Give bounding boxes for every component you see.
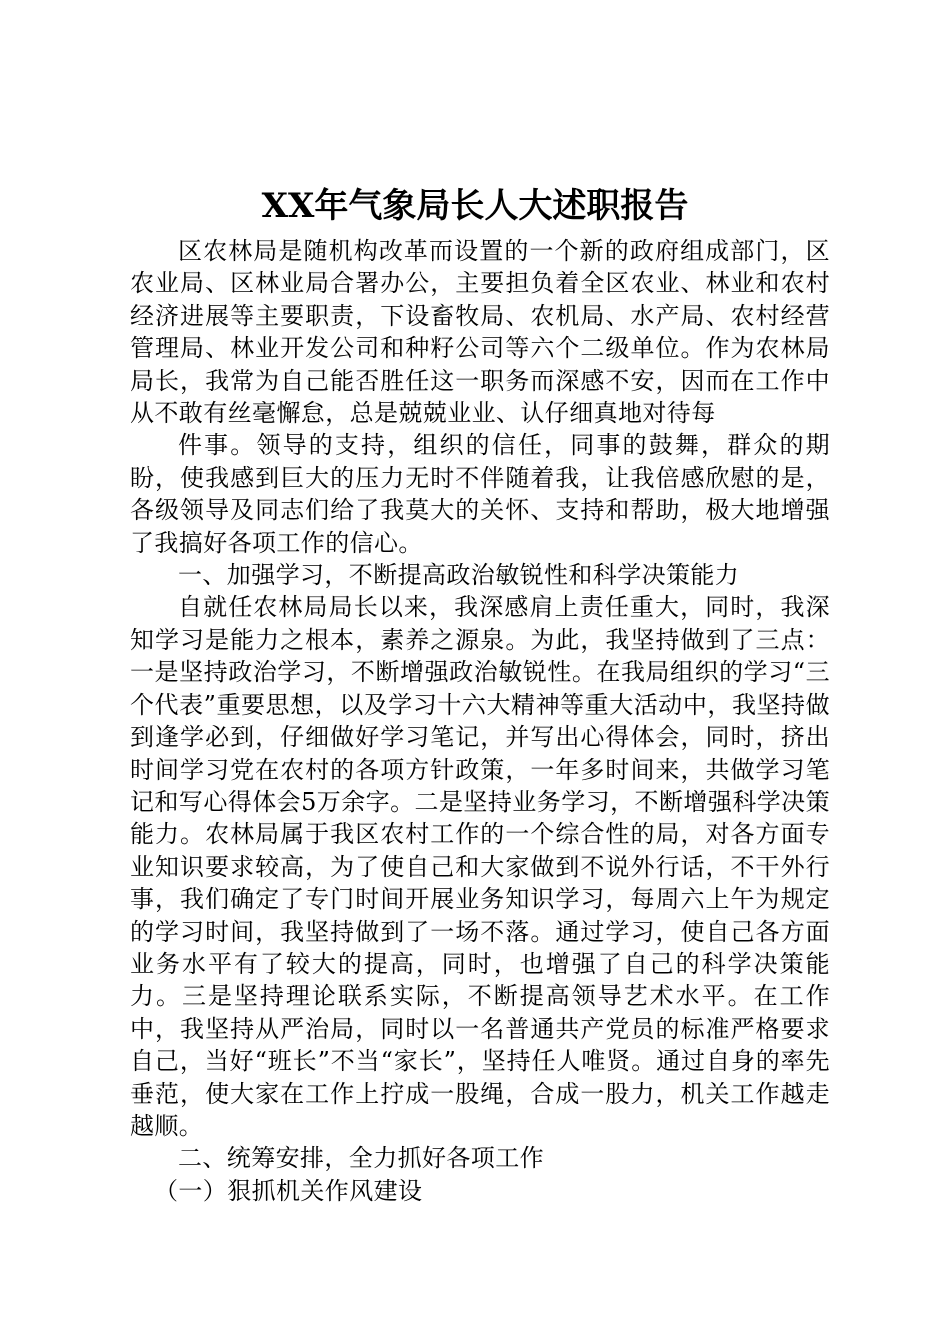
document-body: [130, 235, 830, 1207]
paragraph-intro: 区农林局是随机构改革而设置的一个新的政府组成部门，区农业局、区林业局合署办公，主要担负着全区农业、林业和农村经济进展等主要职责，下设畜牧局、农机局、水产局、农村经营管理局、林业开发公司和种籽公司等六个二级单位。作为农林局局长，我常为自己能否胜任这一职务而深感不安，因而在工作中从不敢有丝毫懈怠，总是兢兢业业、认仔细真地对待每: [130, 237, 830, 428]
subsection-heading-1: （一）狠抓机关作风建设: [154, 1176, 423, 1205]
paragraph-continuation: 件事。领导的支持，组织的信任，同事的鼓舞，群众的期盼，使我感到巨大的压力无时不伴随着我，让我倍感欣慰的是，各级领导及同志们给了我莫大的关怀、支持和帮助，极大地增强了我搞好各项工作的信心。: [130, 431, 830, 557]
section-heading-1: 一、加强学习，不断提高政治敏锐性和科学决策能力: [178, 561, 740, 590]
paragraph-study: 自就任农林局局长以来，我深感肩上责任重大，同时，我深知学习是能力之根本，素养之源泉。为此，我坚持做到了三点：一是坚持政治学习，不断增强政治敏锐性。在我局组织的学习“三个代表”重要思想，以及学习十六大精神等重大活动中，我坚持做到逢学必到，仔细做好学习笔记，并写出心得体会，同时，挤出时间学习党在农村的各项方针政策，一年多时间来，共做学习笔记和写心得体会5万余字。二是坚持业务学习，不断增强科学决策能力。农林局属于我区农村工作的一个综合性的局，对各方面专业知识要求较高，为了使自己和大家做到不说外行话，不干外行事，我们确定了专门时间开展业务知识学习，每周六上午为规定的学习时间，我坚持做到了一场不落。通过学习，使自己各方面业务水平有了较大的提高，同时，也增强了自己的科学决策能力。三是坚持理论联系实际，不断提高领导艺术水平。在工作中，我坚持从严治局，同时以一名普通共产党员的标准严格要求自己，当好“班长”不当“家长”，坚持任人唯贤。通过自身的率先垂范，使大家在工作上拧成一股绳，合成一股力，机关工作越走越顺。: [130, 593, 830, 1140]
document-title: XX年气象局长人大述职报告: [261, 186, 689, 226]
section-heading-2: 二、统筹安排，全力抓好各项工作: [178, 1144, 544, 1173]
